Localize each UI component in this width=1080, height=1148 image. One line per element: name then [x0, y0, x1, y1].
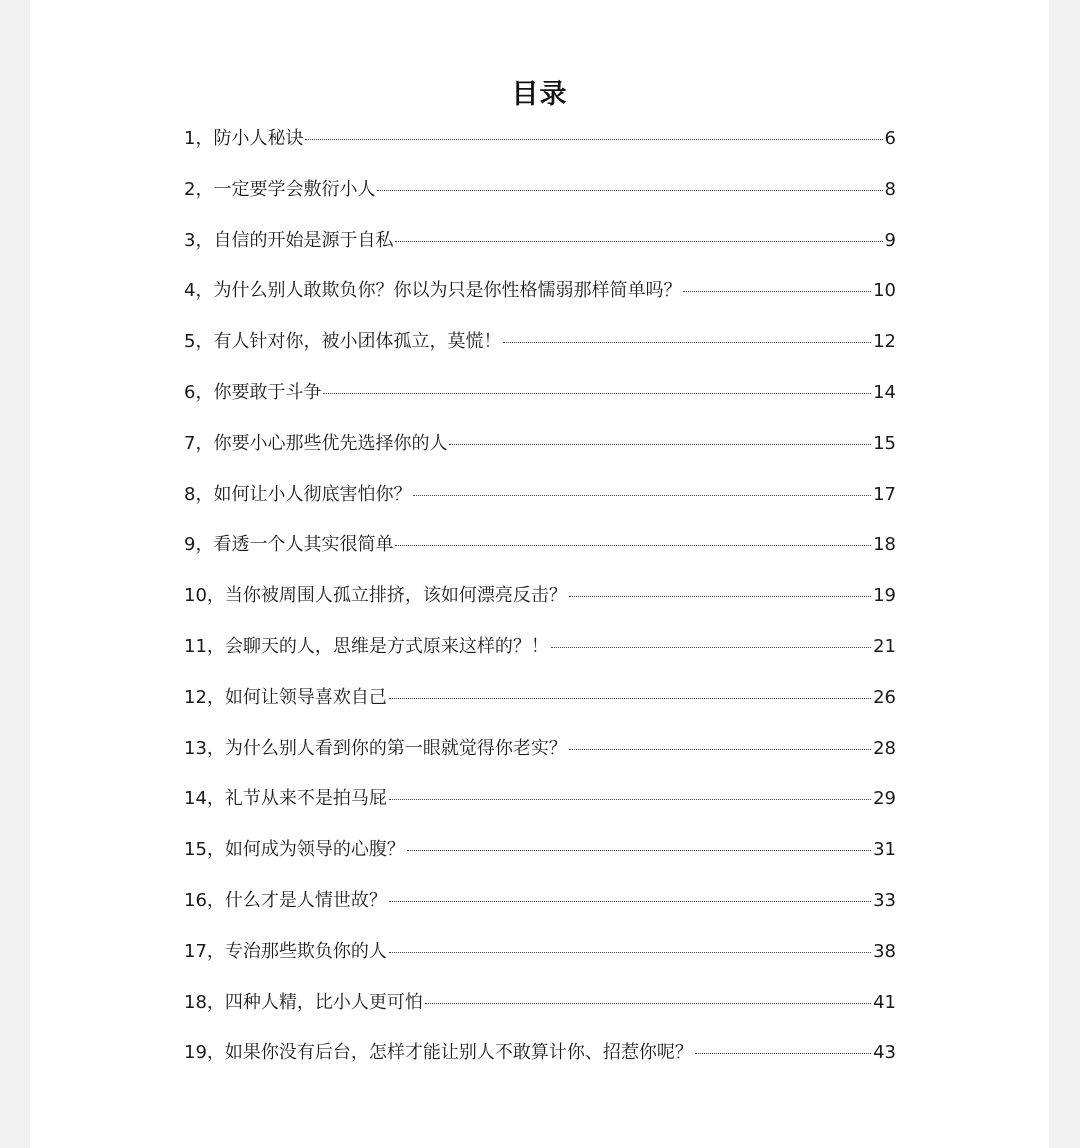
toc-entry[interactable]	[184, 378, 896, 429]
toc-entry-title: 1，防小人秘诀	[184, 128, 304, 149]
dot-leader	[389, 698, 871, 699]
toc-entry-title: 14，礼节从来不是拍马屁	[184, 788, 387, 810]
toc-entry-page-number: 14	[873, 381, 896, 403]
dot-leader	[425, 1003, 871, 1004]
toc-entry-page-number: 15	[873, 432, 896, 454]
toc-entry-page-number: 38	[873, 940, 896, 962]
toc-entry-page-number: 31	[873, 839, 896, 861]
toc-entry-title: 18，四种人精，比小人更可怕	[184, 991, 423, 1013]
dot-leader	[395, 241, 882, 242]
toc-entry-title: 7，你要小心那些优先选择你的人	[184, 432, 448, 454]
toc-entry[interactable]	[184, 581, 896, 632]
dot-leader	[569, 749, 871, 750]
toc-entry[interactable]	[184, 683, 896, 734]
dot-leader	[389, 799, 871, 800]
toc-entry-page-number: 18	[873, 534, 896, 556]
toc-entry[interactable]	[184, 276, 896, 327]
toc-entry-title: 12，如何让领导喜欢自己	[184, 686, 387, 708]
toc-entry-title: 16，什么才是人情世故？	[184, 889, 387, 911]
dot-leader	[377, 190, 882, 191]
toc-entry-page-number: 9	[884, 229, 896, 251]
dot-leader	[413, 495, 871, 496]
dot-leader	[407, 850, 871, 851]
dot-leader	[389, 901, 871, 902]
toc-entry-title: 13，为什么别人看到你的第一眼就觉得你老实？	[184, 737, 567, 759]
toc-entry-page-number: 6	[884, 128, 896, 149]
toc-entry-title: 11，会聊天的人，思维是方式原来这样的？！	[184, 635, 549, 657]
toc-entry[interactable]	[184, 734, 896, 785]
toc-entry-page-number: 43	[873, 1042, 896, 1064]
toc-entry-page-number: 8	[884, 178, 896, 200]
toc-entry-page-number: 19	[873, 585, 896, 607]
toc-entry-title: 6，你要敢于斗争	[184, 381, 322, 403]
toc-entry-page-number: 17	[873, 483, 896, 505]
toc-entry-page-number: 28	[873, 737, 896, 759]
dot-leader	[683, 291, 871, 292]
toc-entry[interactable]	[184, 175, 896, 226]
toc-entry-title: 5，有人针对你，被小团体孤立，莫慌！	[184, 331, 502, 353]
toc-entry[interactable]	[184, 835, 896, 886]
dot-leader	[389, 952, 871, 953]
toc-entry[interactable]	[184, 226, 896, 277]
toc-entry-title: 8，如何让小人彻底害怕你？	[184, 483, 412, 505]
toc-entry[interactable]	[184, 784, 896, 835]
dot-leader	[305, 139, 882, 140]
toc-entry-page-number: 12	[873, 331, 896, 353]
toc-entry-title: 3，自信的开始是源于自私	[184, 229, 394, 251]
toc-entry-page-number: 21	[873, 635, 896, 657]
toc-entry-title: 2，一定要学会敷衍小人	[184, 178, 376, 200]
toc-entry[interactable]	[184, 327, 896, 378]
toc-title: 目录	[511, 79, 568, 110]
dot-leader	[323, 393, 871, 394]
toc-entry-page-number: 33	[873, 889, 896, 911]
toc-entry-page-number: 41	[873, 991, 896, 1013]
toc-entry-title: 15，如何成为领导的心腹？	[184, 839, 405, 861]
toc-entry-title: 4，为什么别人敢欺负你？你以为只是你性格懦弱那样简单吗？	[184, 280, 682, 302]
dot-leader	[503, 342, 871, 343]
document-page	[30, 0, 1049, 1148]
toc-entry[interactable]	[184, 429, 896, 480]
toc-entry-page-number: 29	[873, 788, 896, 810]
toc-entry[interactable]	[184, 124, 896, 175]
toc-entry-page-number: 26	[873, 686, 896, 708]
toc-entry[interactable]	[184, 988, 896, 1039]
toc-entry[interactable]	[184, 530, 896, 581]
toc-entry-title: 19，如果你没有后台，怎样才能让别人不敢算计你、招惹你呢？	[184, 1042, 693, 1064]
toc-entry[interactable]	[184, 1038, 896, 1089]
toc-entry-page-number: 10	[873, 280, 896, 302]
dot-leader	[551, 647, 871, 648]
dot-leader	[395, 545, 871, 546]
dot-leader	[569, 596, 871, 597]
toc-entry-title: 9，看透一个人其实很简单	[184, 534, 394, 556]
toc-entry[interactable]	[184, 937, 896, 988]
toc-entry-title: 17，专治那些欺负你的人	[184, 940, 387, 962]
toc-entry-title: 10，当你被周围人孤立排挤，该如何漂亮反击？	[184, 585, 567, 607]
toc-entry[interactable]	[184, 886, 896, 937]
toc-entry[interactable]	[184, 480, 896, 531]
dot-leader	[449, 444, 871, 445]
dot-leader	[695, 1053, 871, 1054]
toc-entry[interactable]	[184, 632, 896, 683]
toc-list	[184, 124, 896, 1089]
